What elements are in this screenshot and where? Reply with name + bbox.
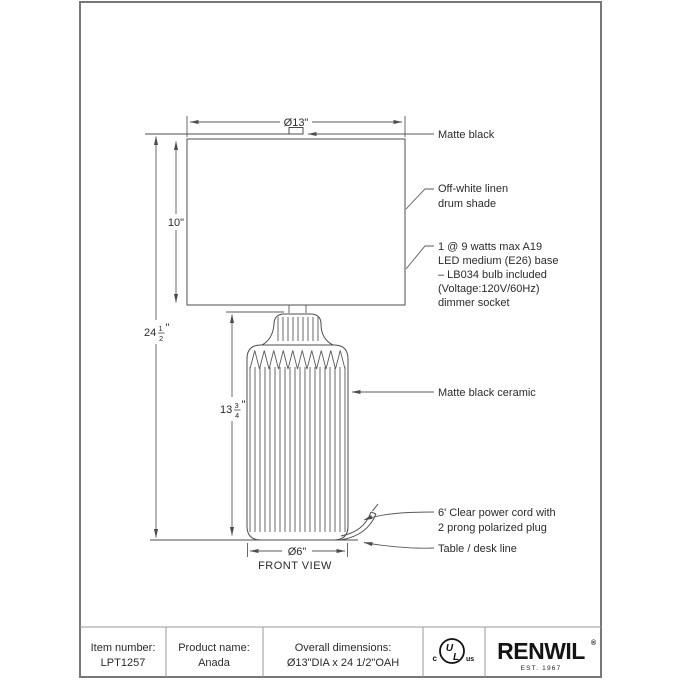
body-flutes-icon xyxy=(250,367,345,532)
overall-dimensions-cell xyxy=(287,642,399,669)
leader-bulb xyxy=(406,246,434,269)
callouts xyxy=(308,129,558,555)
dim-shade-height: 10" xyxy=(167,217,185,229)
callout-bulb-line4: (Voltage:120V/60Hz) xyxy=(438,283,540,295)
dimensions xyxy=(144,116,405,572)
svg-text:2: 2 xyxy=(159,334,164,343)
svg-text:3: 3 xyxy=(234,401,239,410)
dim-body-height xyxy=(220,399,246,420)
callout-shade-line2: drum shade xyxy=(438,198,497,210)
svg-text:L: L xyxy=(452,652,460,663)
callout-bulb-line3: – LB034 bulb included xyxy=(438,269,547,281)
svg-text:1: 1 xyxy=(158,324,163,333)
svg-text:U: U xyxy=(445,643,454,654)
title-block xyxy=(80,627,601,677)
registered-mark: ® xyxy=(591,640,597,647)
svg-text:": " xyxy=(241,399,246,411)
svg-text:": " xyxy=(165,322,170,334)
body-zigzag-pattern xyxy=(250,351,345,370)
dim-base-diameter: Ø6" xyxy=(287,546,307,558)
lamp-neck xyxy=(262,314,333,345)
cul-us-certification-icon xyxy=(433,639,475,663)
callout-bulb-line2: LED medium (E26) base xyxy=(438,255,559,267)
view-label: FRONT VIEW xyxy=(258,560,332,572)
leader-table xyxy=(364,543,434,549)
svg-text:4: 4 xyxy=(235,411,240,420)
callout-finial: Matte black xyxy=(438,129,495,141)
svg-text:24: 24 xyxy=(144,327,157,339)
item-number-cell xyxy=(91,642,156,669)
leader-shade xyxy=(406,189,434,209)
brand-name: RENWIL xyxy=(497,638,585,664)
dim-overall-height xyxy=(144,322,170,343)
callout-bulb-line1: 1 @ 9 watts max A19 xyxy=(438,241,543,253)
neck-flutes-icon xyxy=(278,317,318,341)
lamp-drawing xyxy=(145,128,405,541)
svg-text:13: 13 xyxy=(220,404,233,416)
svg-text:c: c xyxy=(432,654,437,663)
renwil-logo xyxy=(497,638,597,672)
product-name-label: Product name: xyxy=(178,642,250,654)
callout-shade-line1: Off-white linen xyxy=(438,183,509,195)
product-name-value: Anada xyxy=(198,657,230,669)
drum-shade xyxy=(187,139,405,305)
product-name-cell xyxy=(178,642,250,669)
dim-shade-diameter: Ø13" xyxy=(283,117,309,129)
item-number-label: Item number: xyxy=(90,642,156,654)
overall-dimensions-label: Overall dimensions: xyxy=(294,642,392,654)
callout-cord-line1: 6' Clear power cord with xyxy=(438,507,556,519)
overall-dimensions-value: Ø13"DIA x 24 1/2"OAH xyxy=(286,657,400,669)
callout-cord-line2: 2 prong polarized plug xyxy=(438,522,547,534)
item-number-value: LPT1257 xyxy=(100,657,146,669)
callout-bulb-line5: dimmer socket xyxy=(438,297,510,309)
svg-text:us: us xyxy=(466,656,475,663)
callout-table: Table / desk line xyxy=(438,543,517,555)
brand-tagline: EST. 1967 xyxy=(520,665,562,672)
callout-body: Matte black ceramic xyxy=(438,387,536,399)
lamp-body xyxy=(247,345,348,540)
power-cord-icon xyxy=(341,504,378,540)
